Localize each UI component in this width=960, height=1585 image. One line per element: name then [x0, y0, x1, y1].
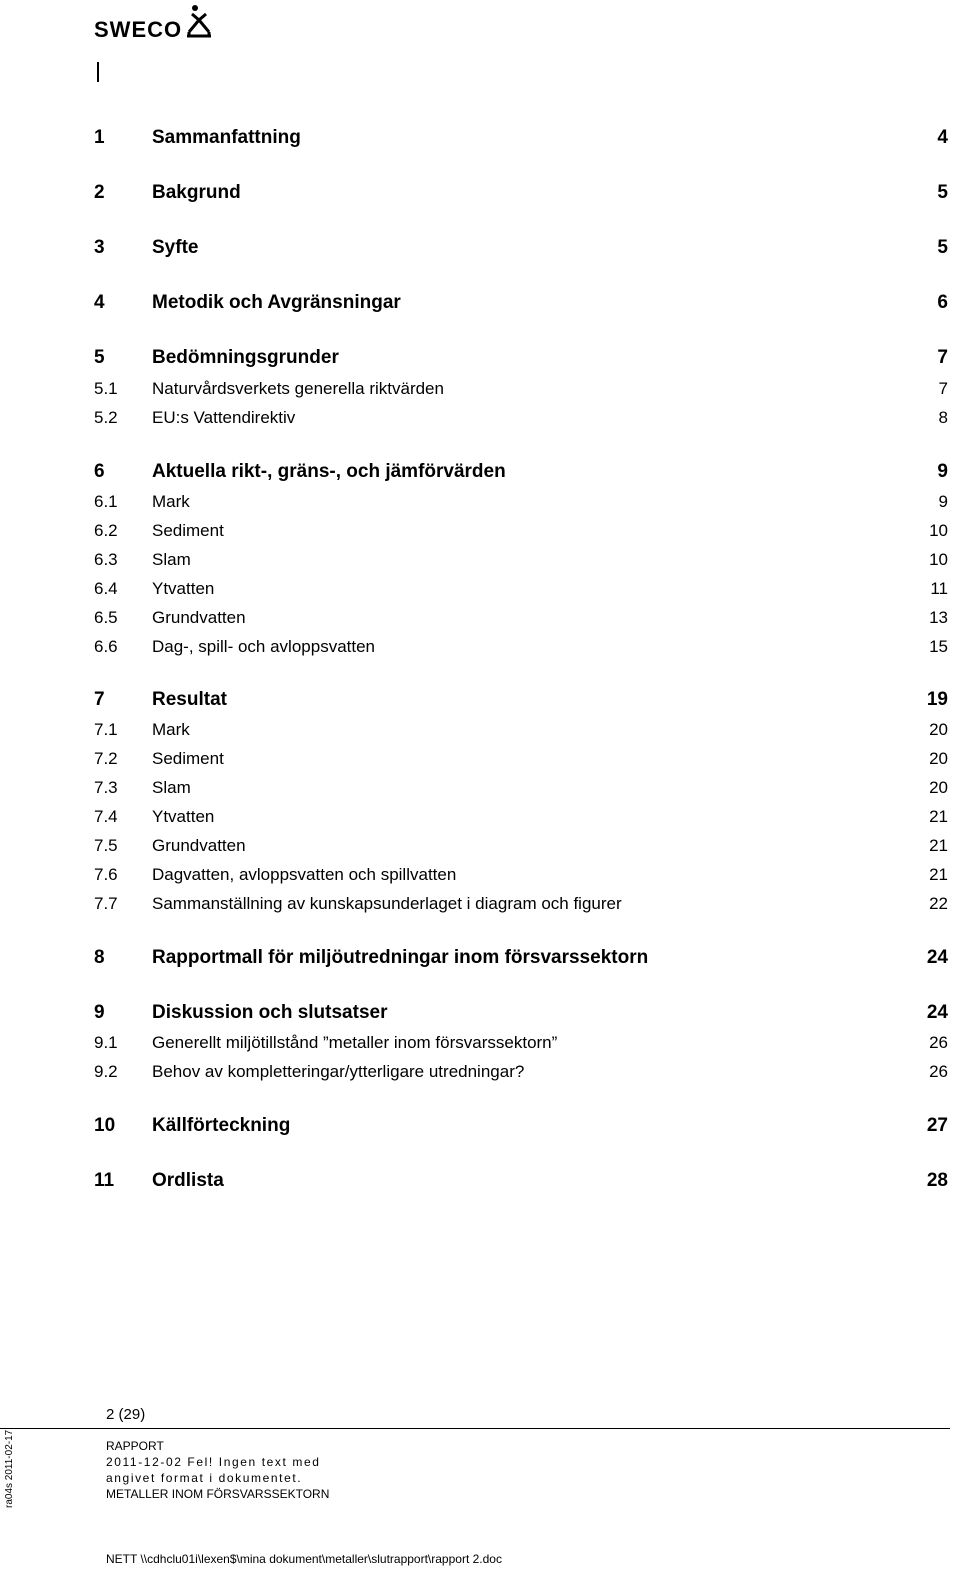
toc-number: 7.6 — [94, 865, 118, 884]
toc-title: Sammanställning av kunskapsunderlaget i diagram och figurer — [152, 894, 622, 913]
file-path: NETT \\cdhclu01i\lexen$\mina dokument\metaller\slutrapport\rapport 2.doc — [106, 1552, 502, 1566]
toc-entry[interactable] — [0, 346, 960, 372]
toc-title: Ytvatten — [152, 807, 215, 826]
toc-number: 9.2 — [94, 1062, 118, 1081]
toc-title: Grundvatten — [152, 836, 246, 855]
toc-entry[interactable] — [0, 1032, 960, 1058]
format-error-line: angivet format i dokumentet. — [106, 1471, 303, 1485]
toc-number: 6.3 — [94, 550, 118, 569]
toc-title: Sammanfattning — [152, 127, 301, 148]
toc-page-number: 4 — [937, 127, 948, 148]
toc-entry[interactable] — [0, 549, 960, 575]
toc-title: Ytvatten — [152, 579, 215, 598]
toc-title: Bedömningsgrunder — [152, 347, 339, 368]
toc-page-number: 9 — [938, 492, 948, 511]
toc-title: Ordlista — [152, 1170, 224, 1191]
template-id-label: ra04s 2011-02-17 — [4, 1429, 15, 1508]
toc-number: 6 — [94, 461, 105, 482]
toc-number: 10 — [94, 1115, 116, 1136]
toc-page-number: 7 — [937, 347, 948, 368]
toc-entry[interactable] — [0, 236, 960, 262]
toc-number: 7.2 — [94, 749, 118, 768]
toc-title: Slam — [152, 778, 191, 797]
sweco-figure-icon — [185, 4, 213, 40]
toc-entry[interactable] — [0, 835, 960, 861]
toc-number: 7.3 — [94, 778, 118, 797]
report-label: RAPPORT — [106, 1439, 164, 1453]
toc-entry[interactable] — [0, 688, 960, 714]
toc-page-number: 22 — [929, 894, 948, 913]
toc-title: Mark — [152, 492, 190, 511]
toc-page-number: 13 — [929, 608, 948, 627]
toc-page-number: 24 — [926, 947, 948, 968]
toc-page-number: 20 — [929, 720, 948, 739]
toc-number: 7.7 — [94, 894, 118, 913]
toc-entry[interactable] — [0, 864, 960, 890]
toc-entry[interactable] — [0, 777, 960, 803]
toc-title: Mark — [152, 720, 190, 739]
toc-page-number: 7 — [938, 379, 948, 398]
toc-page-number: 28 — [926, 1170, 948, 1191]
toc-entry[interactable] — [0, 407, 960, 433]
toc-entry[interactable] — [0, 748, 960, 774]
toc-title: Slam — [152, 550, 191, 569]
toc-page-number: 27 — [926, 1115, 948, 1136]
toc-page-number: 20 — [929, 778, 948, 797]
toc-title: Aktuella rikt-, gräns-, och jämförvärden — [152, 461, 506, 482]
toc-page-number: 26 — [929, 1062, 948, 1081]
toc-page-number: 5 — [937, 237, 948, 258]
toc-page-number: 24 — [926, 1002, 948, 1023]
toc-number: 6.5 — [94, 608, 118, 627]
toc-entry[interactable] — [0, 491, 960, 517]
footer-divider — [0, 1428, 950, 1429]
toc-title: Diskussion och slutsatser — [152, 1002, 388, 1023]
page-count: 2 (29) — [106, 1406, 146, 1423]
toc-entry[interactable] — [0, 607, 960, 633]
toc-entry[interactable] — [0, 636, 960, 662]
toc-entry[interactable] — [0, 946, 960, 972]
toc-number: 7 — [94, 689, 105, 710]
toc-entry[interactable] — [0, 578, 960, 604]
toc-title: Sediment — [152, 521, 224, 540]
toc-entry[interactable] — [0, 291, 960, 317]
toc-number: 6.6 — [94, 637, 118, 656]
toc-page-number: 21 — [929, 836, 948, 855]
toc-number: 4 — [94, 292, 105, 313]
toc-number: 9.1 — [94, 1033, 118, 1052]
toc-entry[interactable] — [0, 460, 960, 486]
toc-entry[interactable] — [0, 520, 960, 546]
toc-title: Sediment — [152, 749, 224, 768]
toc-entry[interactable] — [0, 1114, 960, 1140]
toc-page-number: 15 — [929, 637, 948, 656]
toc-number: 8 — [94, 947, 105, 968]
toc-page-number: 26 — [929, 1033, 948, 1052]
toc-page-number: 10 — [929, 521, 948, 540]
toc-page-number: 19 — [926, 689, 948, 710]
toc-title: Dag-, spill- och avloppsvatten — [152, 637, 376, 656]
toc-page-number: 5 — [937, 182, 948, 203]
toc-page-number: 10 — [929, 550, 948, 569]
toc-title: Behov av kompletteringar/ytterligare utredningar? — [152, 1062, 525, 1081]
toc-number: 6.2 — [94, 521, 118, 540]
toc-number: 5.1 — [94, 379, 118, 398]
toc-entry[interactable] — [0, 806, 960, 832]
sweco-logo — [94, 4, 216, 44]
toc-entry[interactable] — [0, 378, 960, 404]
toc-entry[interactable] — [0, 1061, 960, 1087]
toc-page-number: 21 — [929, 865, 948, 884]
toc-title: EU:s Vattendirektiv — [152, 408, 296, 427]
toc-number: 2 — [94, 182, 105, 203]
toc-page-number: 6 — [937, 292, 948, 313]
toc-page-number: 20 — [929, 749, 948, 768]
toc-page-number: 11 — [930, 579, 948, 598]
logo-wordmark: SWECO — [94, 17, 183, 42]
toc-entry[interactable] — [0, 893, 960, 919]
toc-title: Metodik och Avgränsningar — [152, 292, 401, 313]
toc-title: Resultat — [152, 689, 227, 710]
toc-title: Grundvatten — [152, 608, 246, 627]
toc-entry[interactable] — [0, 1169, 960, 1195]
toc-title: Dagvatten, avloppsvatten och spillvatten — [152, 865, 457, 884]
toc-title: Naturvårdsverkets generella riktvärden — [152, 379, 444, 398]
toc-page-number: 21 — [929, 807, 948, 826]
toc-number: 5 — [94, 347, 105, 368]
toc-number: 6.4 — [94, 579, 118, 598]
toc-entry[interactable] — [0, 719, 960, 745]
toc-number: 1 — [94, 127, 105, 148]
toc-title: Generellt miljötillstånd ”metaller inom försvarssektorn” — [152, 1033, 558, 1052]
text-cursor — [97, 62, 99, 82]
date-error-line: 2011-12-02 Fel! Ingen text med — [106, 1455, 321, 1469]
toc-number: 6.1 — [94, 492, 118, 511]
toc-number: 9 — [94, 1002, 105, 1023]
toc-number: 7.1 — [94, 720, 118, 739]
toc-page-number: 9 — [937, 461, 948, 482]
toc-number: 5.2 — [94, 408, 118, 427]
toc-entry[interactable] — [0, 126, 960, 152]
toc-number: 3 — [94, 237, 105, 258]
toc-title: Syfte — [152, 237, 199, 258]
toc-number: 11 — [94, 1170, 115, 1191]
toc-entry[interactable] — [0, 181, 960, 207]
toc-title: Källförteckning — [152, 1115, 291, 1136]
toc-entry[interactable] — [0, 1001, 960, 1027]
footer-info — [106, 1438, 506, 1502]
toc-number: 7.4 — [94, 807, 118, 826]
toc-title: Bakgrund — [152, 182, 241, 203]
toc-number: 7.5 — [94, 836, 118, 855]
project-title: METALLER INOM FÖRSVARSSEKTORN — [106, 1487, 330, 1501]
toc-title: Rapportmall för miljöutredningar inom försvarssektorn — [152, 947, 649, 968]
toc-page-number: 8 — [938, 408, 948, 427]
